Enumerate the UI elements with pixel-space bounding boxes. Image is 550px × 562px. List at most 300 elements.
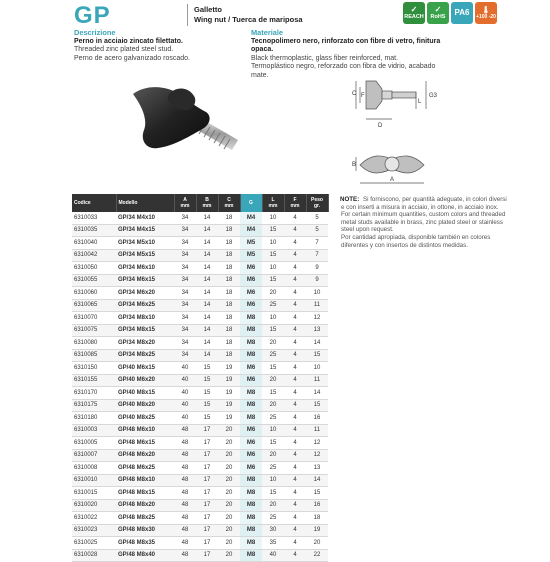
cell-model: GP/34 M6x10 (116, 262, 174, 275)
product-name-en-es: Wing nut / Tuerca de mariposa (194, 15, 303, 24)
cell-model: GP/34 M6x20 (116, 287, 174, 300)
header-f-unit: mm (290, 203, 300, 209)
cell-c: 20 (218, 524, 240, 537)
cell-code: 6310180 (72, 412, 116, 425)
cell-weight: 22 (306, 549, 328, 562)
cell-c: 20 (218, 549, 240, 562)
header-l-label: L (271, 197, 275, 203)
cell-model: GP/48 M6x15 (116, 437, 174, 450)
cell-weight: 14 (306, 387, 328, 400)
cell-g: M5 (240, 249, 262, 262)
cell-g: M6 (240, 362, 262, 375)
cell-model: GP/34 M8x25 (116, 349, 174, 362)
cell-model: GP/34 M4x15 (116, 224, 174, 237)
cell-c: 18 (218, 312, 240, 325)
cell-model: GP/48 M8x30 (116, 524, 174, 537)
cell-c: 20 (218, 424, 240, 437)
table-row (72, 212, 328, 224)
header-a-unit: mm (180, 203, 190, 209)
dimension-l-label: L (418, 99, 422, 105)
cell-b: 14 (196, 324, 218, 337)
cell-b: 17 (196, 462, 218, 475)
header-c-label: C (227, 197, 231, 203)
specifications-table (72, 194, 329, 562)
cell-b: 14 (196, 299, 218, 312)
cell-l: 40 (262, 549, 284, 562)
cell-c: 20 (218, 487, 240, 500)
cell-weight: 7 (306, 249, 328, 262)
header-weight-unit: gr. (313, 203, 321, 209)
cell-c: 18 (218, 237, 240, 250)
cell-code: 6310155 (72, 374, 116, 387)
column-header-g: G (240, 194, 262, 212)
cell-l: 20 (262, 449, 284, 462)
cell-a: 34 (174, 299, 196, 312)
cell-model: GP/34 M8x10 (116, 312, 174, 325)
table-row (72, 474, 328, 487)
header-b-unit: mm (202, 203, 212, 209)
cell-b: 17 (196, 499, 218, 512)
cell-c: 18 (218, 299, 240, 312)
cell-f: 4 (284, 474, 306, 487)
cell-code: 6310007 (72, 449, 116, 462)
cell-a: 40 (174, 399, 196, 412)
description-heading: Descrizione (74, 28, 116, 37)
cell-code: 6310170 (72, 387, 116, 400)
cell-weight: 10 (306, 287, 328, 300)
header-a-label: A (183, 197, 187, 203)
cell-c: 20 (218, 537, 240, 550)
cell-g: M6 (240, 424, 262, 437)
cell-c: 20 (218, 437, 240, 450)
table-row (72, 449, 328, 462)
header-f-label: F (293, 197, 297, 203)
table-body (72, 212, 328, 562)
cell-c: 19 (218, 374, 240, 387)
table-row (72, 237, 328, 250)
column-header-code: Codice (72, 194, 116, 212)
cell-model: GP/40 M8x15 (116, 387, 174, 400)
description-english: Threaded zinc plated steel stud. (74, 46, 174, 54)
table-row (72, 499, 328, 512)
cell-code: 6310003 (72, 424, 116, 437)
header-l-unit: mm (268, 203, 278, 209)
cell-g: M8 (240, 524, 262, 537)
cell-c: 18 (218, 224, 240, 237)
cell-code: 6310010 (72, 474, 116, 487)
cell-weight: 20 (306, 537, 328, 550)
cell-model: GP/34 M5x10 (116, 237, 174, 250)
cell-f: 4 (284, 362, 306, 375)
cell-code: 6310028 (72, 549, 116, 562)
cell-l: 25 (262, 412, 284, 425)
table-row (72, 462, 328, 475)
cell-g: M8 (240, 487, 262, 500)
cell-f: 4 (284, 337, 306, 350)
cell-a: 48 (174, 487, 196, 500)
cell-f: 4 (284, 274, 306, 287)
table-row (72, 287, 328, 300)
cell-model: GP/40 M6x15 (116, 362, 174, 375)
cell-l: 20 (262, 374, 284, 387)
cell-l: 15 (262, 274, 284, 287)
cell-l: 20 (262, 287, 284, 300)
cell-f: 4 (284, 262, 306, 275)
cell-b: 14 (196, 212, 218, 224)
cell-model: GP/48 M8x40 (116, 549, 174, 562)
cell-b: 17 (196, 424, 218, 437)
cell-code: 6310070 (72, 312, 116, 325)
cell-b: 17 (196, 437, 218, 450)
cell-l: 10 (262, 424, 284, 437)
cell-b: 17 (196, 487, 218, 500)
cell-l: 10 (262, 237, 284, 250)
cell-b: 17 (196, 524, 218, 537)
cell-c: 20 (218, 449, 240, 462)
material-spanish: Termoplástico negro, reforzado con fibra de vidrio, acabado mate. (251, 63, 436, 79)
table-row (72, 324, 328, 337)
cell-code: 6310008 (72, 462, 116, 475)
table-row (72, 312, 328, 325)
cell-l: 15 (262, 249, 284, 262)
cell-code: 6310033 (72, 212, 116, 224)
cell-weight: 12 (306, 437, 328, 450)
note-italian: Si forniscono, per quantità adeguate, in colori diversi e con inserti a misura in acciaio, in ottone, in acciaio inox. (341, 196, 507, 211)
cell-f: 4 (284, 437, 306, 450)
cell-a: 40 (174, 362, 196, 375)
cell-g: M6 (240, 462, 262, 475)
table-row (72, 549, 328, 562)
cell-f: 4 (284, 487, 306, 500)
temperature-label: +100 -20 (476, 13, 496, 20)
cell-g: M8 (240, 474, 262, 487)
cell-g: M6 (240, 299, 262, 312)
cell-l: 10 (262, 474, 284, 487)
cell-model: GP/34 M8x15 (116, 324, 174, 337)
cell-code: 6310075 (72, 324, 116, 337)
cell-code: 6310060 (72, 287, 116, 300)
cell-model: GP/40 M8x20 (116, 399, 174, 412)
temperature-badge (475, 2, 497, 24)
product-code-title: GP (74, 2, 111, 29)
cell-l: 15 (262, 362, 284, 375)
column-header-model: Modello (116, 194, 174, 212)
cell-code: 6310022 (72, 512, 116, 525)
cell-b: 14 (196, 274, 218, 287)
cell-a: 34 (174, 212, 196, 224)
cell-model: GP/48 M6x20 (116, 449, 174, 462)
cell-c: 18 (218, 337, 240, 350)
cell-g: M6 (240, 262, 262, 275)
cell-a: 34 (174, 237, 196, 250)
cell-g: M8 (240, 499, 262, 512)
cell-code: 6310050 (72, 262, 116, 275)
table-row (72, 537, 328, 550)
cell-g: M8 (240, 349, 262, 362)
table-row (72, 374, 328, 387)
cell-b: 15 (196, 412, 218, 425)
table-row (72, 349, 328, 362)
cell-g: M8 (240, 399, 262, 412)
cell-l: 10 (262, 212, 284, 224)
cell-model: GP/34 M4x10 (116, 212, 174, 224)
cell-b: 14 (196, 224, 218, 237)
cell-c: 18 (218, 274, 240, 287)
cell-b: 14 (196, 237, 218, 250)
note-section (341, 196, 511, 249)
cell-l: 20 (262, 399, 284, 412)
cell-weight: 14 (306, 474, 328, 487)
pa6-badge: PA6 (451, 2, 473, 24)
column-header-c (218, 194, 240, 212)
table-row (72, 524, 328, 537)
cell-l: 30 (262, 524, 284, 537)
wing-nut-photo (128, 82, 253, 167)
cell-f: 4 (284, 499, 306, 512)
column-header-a (174, 194, 196, 212)
cell-l: 20 (262, 499, 284, 512)
cell-b: 17 (196, 474, 218, 487)
reach-badge (403, 2, 425, 24)
cell-a: 34 (174, 262, 196, 275)
dimension-a-label: A (390, 177, 395, 183)
cell-a: 48 (174, 462, 196, 475)
cell-c: 19 (218, 387, 240, 400)
cell-a: 48 (174, 524, 196, 537)
cell-b: 17 (196, 537, 218, 550)
material-english: Black thermoplastic, glass fiber reinforced, mat. (251, 54, 399, 62)
table-row (72, 224, 328, 237)
product-names (194, 5, 303, 25)
cell-b: 17 (196, 549, 218, 562)
cell-weight: 11 (306, 374, 328, 387)
cell-a: 34 (174, 224, 196, 237)
cell-code: 6310025 (72, 537, 116, 550)
cell-l: 25 (262, 462, 284, 475)
description-section (74, 29, 244, 63)
cell-f: 4 (284, 449, 306, 462)
cell-f: 4 (284, 537, 306, 550)
cell-l: 15 (262, 324, 284, 337)
cell-a: 40 (174, 374, 196, 387)
cell-code: 6310023 (72, 524, 116, 537)
cell-model: GP/34 M6x15 (116, 274, 174, 287)
cell-weight: 12 (306, 312, 328, 325)
table-row (72, 412, 328, 425)
cell-f: 4 (284, 349, 306, 362)
note-text (341, 196, 511, 211)
note-label: NOTE: (340, 196, 360, 203)
cell-f: 4 (284, 212, 306, 224)
cell-a: 34 (174, 274, 196, 287)
cell-code: 6310065 (72, 299, 116, 312)
cell-code: 6310042 (72, 249, 116, 262)
cell-code: 6310150 (72, 362, 116, 375)
cell-g: M5 (240, 237, 262, 250)
table-row (72, 387, 328, 400)
rohs-badge (427, 2, 449, 24)
cell-g: M8 (240, 337, 262, 350)
cell-weight: 5 (306, 212, 328, 224)
cell-code: 6310020 (72, 499, 116, 512)
cell-a: 34 (174, 249, 196, 262)
product-name-italian: Galletto (194, 5, 222, 14)
check-icon: ✓ (410, 5, 418, 14)
cell-b: 14 (196, 349, 218, 362)
table-row (72, 399, 328, 412)
cell-c: 18 (218, 324, 240, 337)
cell-a: 48 (174, 437, 196, 450)
cell-g: M6 (240, 437, 262, 450)
cell-f: 4 (284, 237, 306, 250)
cell-f: 4 (284, 387, 306, 400)
cell-g: M4 (240, 224, 262, 237)
check-icon: ✓ (434, 5, 442, 14)
cell-weight: 5 (306, 224, 328, 237)
cell-l: 25 (262, 299, 284, 312)
cell-l: 20 (262, 337, 284, 350)
cell-g: M8 (240, 412, 262, 425)
cell-c: 20 (218, 474, 240, 487)
cell-code: 6310085 (72, 349, 116, 362)
cell-a: 48 (174, 449, 196, 462)
cell-a: 34 (174, 312, 196, 325)
cell-f: 4 (284, 299, 306, 312)
cell-weight: 18 (306, 512, 328, 525)
cell-f: 4 (284, 412, 306, 425)
cell-code: 6310015 (72, 487, 116, 500)
table-row (72, 512, 328, 525)
cell-a: 48 (174, 537, 196, 550)
technical-drawing (352, 73, 442, 188)
cell-g: M6 (240, 274, 262, 287)
cell-f: 4 (284, 224, 306, 237)
cell-model: GP/48 M8x25 (116, 512, 174, 525)
cell-b: 15 (196, 362, 218, 375)
cell-f: 4 (284, 312, 306, 325)
cell-c: 20 (218, 499, 240, 512)
cell-f: 4 (284, 374, 306, 387)
header-c-unit: mm (224, 203, 234, 209)
cell-b: 14 (196, 249, 218, 262)
header-b-label: B (205, 197, 209, 203)
cell-weight: 12 (306, 449, 328, 462)
cell-g: M8 (240, 549, 262, 562)
table-row (72, 274, 328, 287)
description-italian: Perno in acciaio zincato filettato. (74, 37, 183, 45)
column-header-b (196, 194, 218, 212)
cell-l: 15 (262, 437, 284, 450)
certification-badges (403, 2, 497, 24)
cell-model: GP/48 M6x10 (116, 424, 174, 437)
cell-c: 19 (218, 412, 240, 425)
cell-b: 15 (196, 387, 218, 400)
material-italian: Tecnopolimero nero, rinforzato con fibre di vetro, finitura opaca. (251, 37, 441, 54)
cell-g: M6 (240, 374, 262, 387)
cell-a: 40 (174, 387, 196, 400)
cell-code: 6310080 (72, 337, 116, 350)
cell-c: 19 (218, 399, 240, 412)
table-row (72, 424, 328, 437)
cell-model: GP/48 M8x10 (116, 474, 174, 487)
cell-l: 15 (262, 224, 284, 237)
cell-model: GP/48 M6x25 (116, 462, 174, 475)
cell-model: GP/34 M8x20 (116, 337, 174, 350)
cell-weight: 13 (306, 324, 328, 337)
cell-b: 17 (196, 512, 218, 525)
cell-b: 15 (196, 399, 218, 412)
cell-g: M4 (240, 212, 262, 224)
cell-c: 20 (218, 512, 240, 525)
cell-weight: 14 (306, 337, 328, 350)
cell-a: 34 (174, 287, 196, 300)
cell-code: 6310005 (72, 437, 116, 450)
cell-f: 4 (284, 399, 306, 412)
cell-g: M6 (240, 287, 262, 300)
cell-a: 48 (174, 549, 196, 562)
cell-b: 14 (196, 312, 218, 325)
cell-weight: 11 (306, 424, 328, 437)
cell-weight: 15 (306, 399, 328, 412)
cell-code: 6310055 (72, 274, 116, 287)
cell-weight: 10 (306, 362, 328, 375)
cell-l: 10 (262, 262, 284, 275)
table-header-row (72, 194, 328, 212)
reach-label: REACH (404, 14, 424, 20)
cell-f: 4 (284, 324, 306, 337)
table-row (72, 249, 328, 262)
header-weight-label: Peso (311, 197, 323, 203)
cell-a: 34 (174, 337, 196, 350)
cell-a: 48 (174, 424, 196, 437)
thermometer-icon: 🌡 (481, 6, 491, 14)
column-header-f (284, 194, 306, 212)
cell-model: GP/48 M8x20 (116, 499, 174, 512)
cell-model: GP/48 M8x35 (116, 537, 174, 550)
cell-weight: 13 (306, 462, 328, 475)
cell-g: M6 (240, 449, 262, 462)
cell-c: 18 (218, 212, 240, 224)
cell-a: 48 (174, 474, 196, 487)
cell-l: 25 (262, 349, 284, 362)
cell-b: 14 (196, 337, 218, 350)
column-header-l (262, 194, 284, 212)
rohs-label: RoHS (430, 14, 446, 20)
cell-l: 25 (262, 512, 284, 525)
cell-model: GP/34 M6x25 (116, 299, 174, 312)
cell-g: M8 (240, 537, 262, 550)
table-row (72, 437, 328, 450)
cell-f: 4 (284, 462, 306, 475)
cell-c: 18 (218, 249, 240, 262)
cell-g: M8 (240, 512, 262, 525)
column-header-weight (306, 194, 328, 212)
cell-f: 4 (284, 512, 306, 525)
note-spanish: Por cantidad apropiada, disponible también en colores diferentes y con insertos de distintos medidas. (341, 233, 491, 249)
cell-l: 15 (262, 487, 284, 500)
cell-b: 17 (196, 449, 218, 462)
cell-c: 18 (218, 287, 240, 300)
cell-weight: 15 (306, 349, 328, 362)
cell-c: 19 (218, 362, 240, 375)
table-row (72, 487, 328, 500)
material-heading: Materiale (251, 28, 284, 37)
cell-g: M8 (240, 312, 262, 325)
cell-code: 6310040 (72, 237, 116, 250)
cell-b: 14 (196, 262, 218, 275)
cell-f: 4 (284, 549, 306, 562)
table-row (72, 337, 328, 350)
